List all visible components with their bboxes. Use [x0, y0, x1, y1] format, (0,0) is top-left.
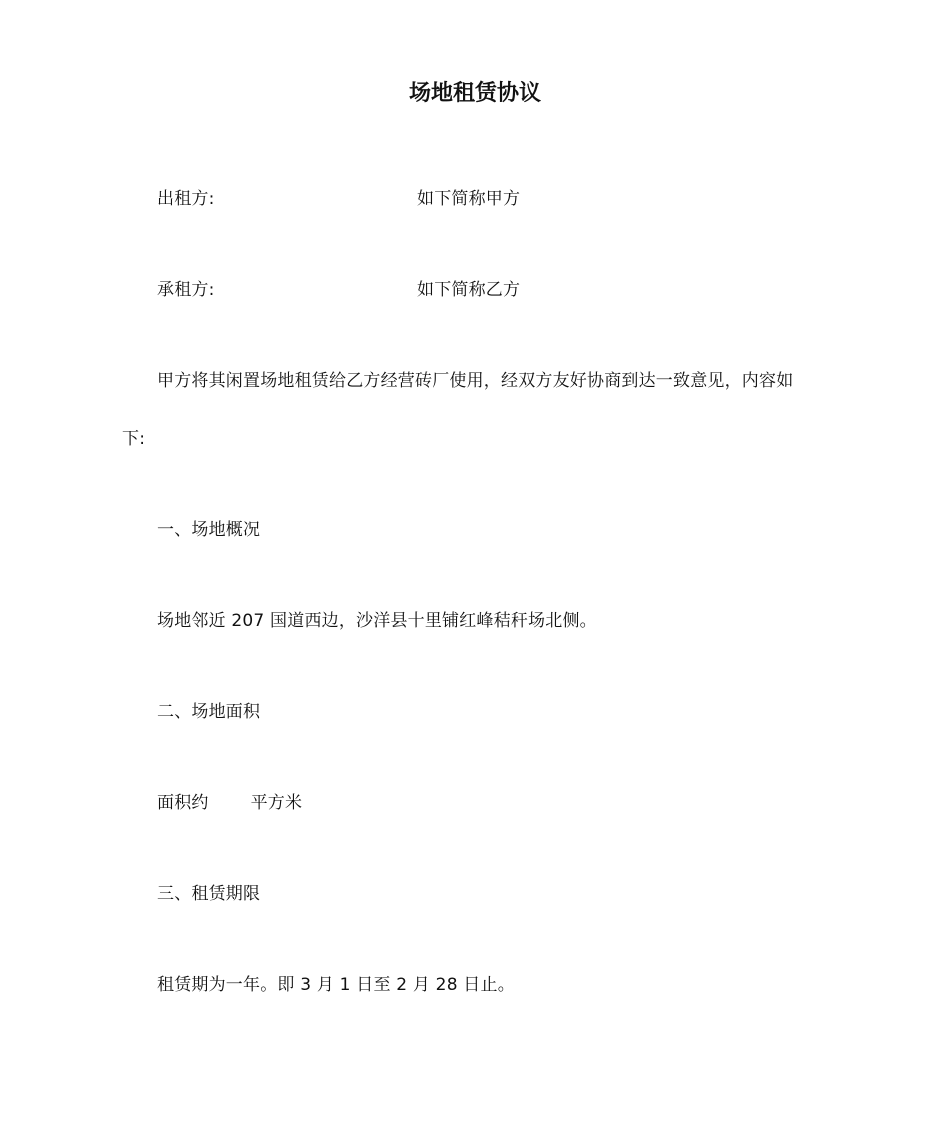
section2-body	[157, 792, 302, 814]
area-prefix: 面积约	[157, 793, 209, 813]
section3-heading: 三、租赁期限	[157, 884, 261, 904]
section1-body: 场地邻近 207 国道西边，沙洋县十里铺红峰秸秆场北侧。	[157, 611, 597, 631]
lessee-label: 承租方:	[157, 280, 215, 300]
area-suffix: 平方米	[250, 793, 303, 813]
document-title: 场地租赁协议	[408, 81, 541, 106]
intro-paragraph-line2: 下:	[122, 429, 146, 449]
intro-paragraph-line1: 甲方将其闲置场地租赁给乙方经营砖厂使用，经双方友好协商到达一致意见，内容如	[157, 371, 794, 391]
section1-heading: 一、场地概况	[157, 520, 261, 540]
lessor-label: 出租方:	[157, 189, 215, 209]
section2-heading: 二、场地面积	[157, 702, 261, 722]
lessor-note: 如下简称甲方	[417, 189, 521, 209]
section3-body: 租赁期为一年。即 3 月 1 日至 2 月 28 日止。	[157, 975, 515, 995]
lessee-note: 如下简称乙方	[417, 280, 521, 300]
